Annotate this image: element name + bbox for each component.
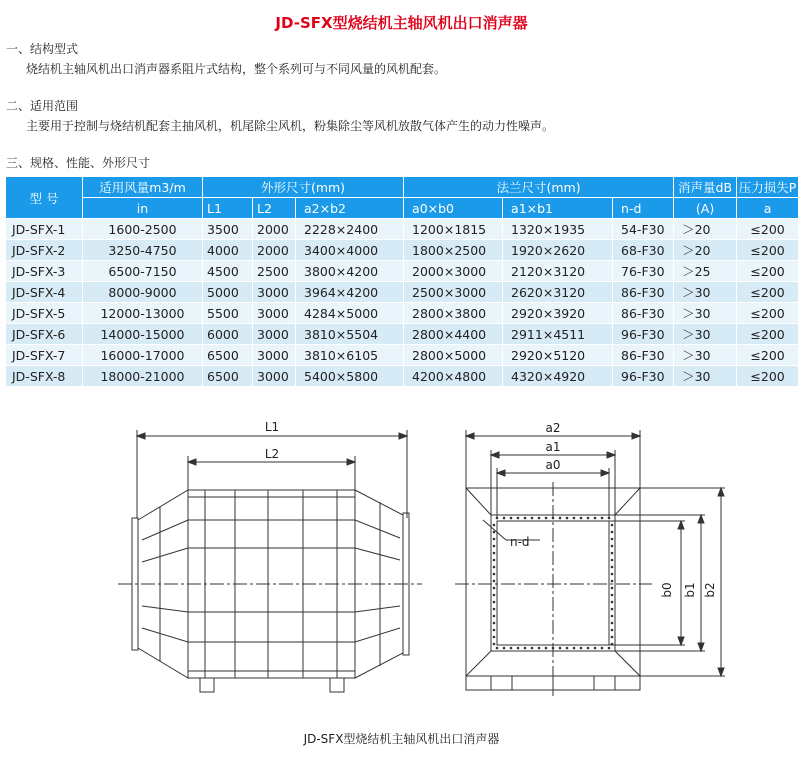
cell-flow: 18000-21000 bbox=[83, 366, 203, 387]
bolt-hole bbox=[587, 517, 590, 520]
cell-l2: 2000 bbox=[253, 219, 296, 240]
bolt-hole bbox=[510, 517, 513, 520]
cell-a2b2: 4284×5000 bbox=[296, 303, 404, 324]
cell-a2b2: 5400×5800 bbox=[296, 366, 404, 387]
bolt-hole bbox=[493, 552, 496, 555]
cell-nd: 68-F30 bbox=[613, 240, 674, 261]
header-pressure-line2: a bbox=[737, 198, 799, 219]
front-view bbox=[455, 430, 725, 696]
bolt-hole bbox=[611, 636, 614, 639]
bolt-hole bbox=[517, 517, 520, 520]
cell-a0b0: 1800×2500 bbox=[404, 240, 503, 261]
header-pressure-line1: 压力损失P bbox=[737, 177, 799, 198]
header-nd: n-d bbox=[613, 198, 674, 219]
header-noise-line1: 消声量dB bbox=[674, 177, 737, 198]
cell-pressure: ≤200 bbox=[737, 324, 799, 345]
label-l2: L2 bbox=[264, 447, 280, 461]
cell-a0b0: 2000×3000 bbox=[404, 261, 503, 282]
cell-model: JD-SFX-8 bbox=[6, 366, 83, 387]
header-noise-line2: (A) bbox=[674, 198, 737, 219]
section-scope-heading: 二、适用范围 bbox=[6, 99, 79, 113]
cell-a1b1: 1920×2620 bbox=[503, 240, 613, 261]
cell-model: JD-SFX-1 bbox=[6, 219, 83, 240]
label-nd: n-d bbox=[510, 535, 530, 549]
bolt-hole bbox=[493, 587, 496, 590]
table-row bbox=[6, 219, 799, 240]
bolt-hole bbox=[496, 517, 499, 520]
cell-l1: 5000 bbox=[203, 282, 253, 303]
table-row bbox=[6, 282, 799, 303]
bolt-hole bbox=[493, 573, 496, 576]
bolt-hole bbox=[496, 647, 499, 650]
bolt-hole bbox=[559, 647, 562, 650]
bolt-hole bbox=[545, 647, 548, 650]
cell-a2b2: 3800×4200 bbox=[296, 261, 404, 282]
cell-a1b1: 2120×3120 bbox=[503, 261, 613, 282]
cell-a1b1: 2620×3120 bbox=[503, 282, 613, 303]
bolt-hole bbox=[580, 517, 583, 520]
bolt-hole bbox=[493, 538, 496, 541]
bolt-hole bbox=[493, 601, 496, 604]
bolt-hole bbox=[611, 552, 614, 555]
cell-a2b2: 3810×6105 bbox=[296, 345, 404, 366]
bolt-hole bbox=[493, 566, 496, 569]
header-l1: L1 bbox=[203, 198, 253, 219]
bolt-hole bbox=[611, 566, 614, 569]
bolt-hole bbox=[493, 636, 496, 639]
cell-nd: 76-F30 bbox=[613, 261, 674, 282]
header-a2b2: a2×b2 bbox=[296, 198, 404, 219]
table-row bbox=[6, 345, 799, 366]
cell-nd: 86-F30 bbox=[613, 345, 674, 366]
bolt-hole bbox=[545, 517, 548, 520]
cell-noise: ＞30 bbox=[674, 282, 737, 303]
cell-pressure: ≤200 bbox=[737, 219, 799, 240]
header-l2: L2 bbox=[253, 198, 296, 219]
cell-l1: 6000 bbox=[203, 324, 253, 345]
bolt-hole bbox=[524, 517, 527, 520]
cell-pressure: ≤200 bbox=[737, 345, 799, 366]
cell-noise: ＞30 bbox=[674, 345, 737, 366]
label-l1: L1 bbox=[264, 420, 280, 434]
bolt-hole bbox=[493, 622, 496, 625]
bolt-hole bbox=[493, 629, 496, 632]
bolt-hole bbox=[552, 647, 555, 650]
bolt-hole bbox=[608, 647, 611, 650]
cell-a0b0: 2800×5000 bbox=[404, 345, 503, 366]
cell-nd: 86-F30 bbox=[613, 303, 674, 324]
cell-flow: 3250-4750 bbox=[83, 240, 203, 261]
bolt-hole bbox=[601, 517, 604, 520]
section-scope-body: 主要用于控制与烧结机配套主抽风机，机尾除尘风机，粉集除尘等风机放散气体产生的动力性噪声。 bbox=[26, 119, 555, 133]
cell-model: JD-SFX-4 bbox=[6, 282, 83, 303]
table-row bbox=[6, 366, 799, 387]
bolt-hole bbox=[531, 647, 534, 650]
bolt-hole bbox=[493, 594, 496, 597]
cell-pressure: ≤200 bbox=[737, 303, 799, 324]
cell-flow: 8000-9000 bbox=[83, 282, 203, 303]
cell-nd: 86-F30 bbox=[613, 282, 674, 303]
cell-l1: 4000 bbox=[203, 240, 253, 261]
cell-l1: 4500 bbox=[203, 261, 253, 282]
spec-table-body bbox=[6, 219, 799, 387]
cell-pressure: ≤200 bbox=[737, 282, 799, 303]
cell-a0b0: 2800×3800 bbox=[404, 303, 503, 324]
cell-l1: 5500 bbox=[203, 303, 253, 324]
bolt-hole bbox=[524, 647, 527, 650]
bolt-hole bbox=[611, 601, 614, 604]
table-row bbox=[6, 303, 799, 324]
cell-a1b1: 2920×5120 bbox=[503, 345, 613, 366]
bolt-hole bbox=[580, 647, 583, 650]
bolt-hole bbox=[517, 647, 520, 650]
cell-model: JD-SFX-6 bbox=[6, 324, 83, 345]
bolt-hole bbox=[587, 647, 590, 650]
cell-l1: 6500 bbox=[203, 366, 253, 387]
spec-table bbox=[5, 176, 799, 387]
label-b0: b0 bbox=[660, 582, 674, 598]
section-structure-heading: 一、结构型式 bbox=[6, 42, 79, 56]
cell-noise: ＞20 bbox=[674, 240, 737, 261]
bolt-hole bbox=[611, 559, 614, 562]
bolt-hole bbox=[493, 559, 496, 562]
header-model: 型 号 bbox=[6, 177, 83, 219]
bolt-hole bbox=[611, 587, 614, 590]
header-a0b0: a0×b0 bbox=[404, 198, 503, 219]
bolt-hole bbox=[503, 517, 506, 520]
bolt-hole bbox=[611, 643, 614, 646]
cell-l2: 2000 bbox=[253, 240, 296, 261]
cell-a0b0: 1200×1815 bbox=[404, 219, 503, 240]
bolt-hole bbox=[503, 647, 506, 650]
cell-noise: ＞30 bbox=[674, 366, 737, 387]
bolt-hole bbox=[552, 517, 555, 520]
bolt-hole bbox=[611, 573, 614, 576]
cell-model: JD-SFX-3 bbox=[6, 261, 83, 282]
bolt-hole bbox=[559, 517, 562, 520]
bolt-hole bbox=[601, 647, 604, 650]
cell-model: JD-SFX-7 bbox=[6, 345, 83, 366]
cell-a2b2: 3964×4200 bbox=[296, 282, 404, 303]
header-outer-size: 外形尺寸(mm) bbox=[203, 177, 404, 198]
cell-pressure: ≤200 bbox=[737, 240, 799, 261]
cell-l2: 3000 bbox=[253, 282, 296, 303]
section-spec-heading: 三、规格、性能、外形尺寸 bbox=[6, 156, 151, 170]
bolt-hole bbox=[611, 531, 614, 534]
bolt-hole bbox=[611, 629, 614, 632]
cell-a2b2: 3810×5504 bbox=[296, 324, 404, 345]
cell-l2: 2500 bbox=[253, 261, 296, 282]
cell-pressure: ≤200 bbox=[737, 366, 799, 387]
cell-l2: 3000 bbox=[253, 324, 296, 345]
bolt-hole bbox=[611, 594, 614, 597]
cell-l2: 3000 bbox=[253, 366, 296, 387]
figure-caption: JD-SFX型烧结机主轴风机出口消声器 bbox=[303, 732, 500, 746]
bolt-hole bbox=[611, 615, 614, 618]
bolt-hole bbox=[611, 524, 614, 527]
bolt-hole bbox=[493, 545, 496, 548]
bolt-hole bbox=[493, 608, 496, 611]
cell-a0b0: 2800×4400 bbox=[404, 324, 503, 345]
cell-l1: 6500 bbox=[203, 345, 253, 366]
label-a2: a2 bbox=[545, 421, 561, 435]
cell-a0b0: 2500×3000 bbox=[404, 282, 503, 303]
bolt-hole bbox=[594, 517, 597, 520]
bolt-hole bbox=[493, 615, 496, 618]
header-flow-line2: in bbox=[83, 198, 203, 219]
header-flange-size: 法兰尺寸(mm) bbox=[404, 177, 674, 198]
cell-flow: 6500-7150 bbox=[83, 261, 203, 282]
side-view bbox=[118, 430, 422, 692]
bolt-hole bbox=[608, 517, 611, 520]
cell-nd: 96-F30 bbox=[613, 324, 674, 345]
bolt-hole bbox=[611, 545, 614, 548]
table-row bbox=[6, 261, 799, 282]
cell-flow: 14000-15000 bbox=[83, 324, 203, 345]
bolt-hole bbox=[493, 643, 496, 646]
cell-a1b1: 2920×3920 bbox=[503, 303, 613, 324]
bolt-hole bbox=[611, 608, 614, 611]
table-row bbox=[6, 240, 799, 261]
header-flow-line1: 适用风量m3/m bbox=[83, 177, 203, 198]
section-structure-body: 烧结机主轴风机出口消声器系阻片式结构，整个系列可与不同风量的风机配套。 bbox=[26, 62, 447, 76]
cell-a2b2: 2228×2400 bbox=[296, 219, 404, 240]
table-row bbox=[6, 324, 799, 345]
bolt-hole bbox=[538, 647, 541, 650]
label-a0: a0 bbox=[545, 458, 561, 472]
cell-nd: 96-F30 bbox=[613, 366, 674, 387]
header-a1b1: a1×b1 bbox=[503, 198, 613, 219]
bolt-hole bbox=[493, 531, 496, 534]
cell-noise: ＞30 bbox=[674, 324, 737, 345]
bolt-hole bbox=[573, 647, 576, 650]
cell-a0b0: 4200×4800 bbox=[404, 366, 503, 387]
cell-pressure: ≤200 bbox=[737, 261, 799, 282]
cell-l2: 3000 bbox=[253, 303, 296, 324]
cell-flow: 1600-2500 bbox=[83, 219, 203, 240]
cell-a1b1: 2911×4511 bbox=[503, 324, 613, 345]
cell-a1b1: 4320×4920 bbox=[503, 366, 613, 387]
label-b2: b2 bbox=[703, 582, 717, 598]
bolt-hole bbox=[573, 517, 576, 520]
bolt-hole bbox=[493, 524, 496, 527]
label-b1: b1 bbox=[683, 582, 697, 598]
cell-a2b2: 3400×4000 bbox=[296, 240, 404, 261]
bolt-hole bbox=[566, 647, 569, 650]
cell-flow: 16000-17000 bbox=[83, 345, 203, 366]
cell-flow: 12000-13000 bbox=[83, 303, 203, 324]
cell-model: JD-SFX-5 bbox=[6, 303, 83, 324]
bolt-hole bbox=[611, 538, 614, 541]
cell-l1: 3500 bbox=[203, 219, 253, 240]
bolt-hole bbox=[510, 647, 513, 650]
cell-l2: 3000 bbox=[253, 345, 296, 366]
bolt-hole bbox=[531, 517, 534, 520]
cell-noise: ＞20 bbox=[674, 219, 737, 240]
bolt-hole bbox=[493, 580, 496, 583]
page-title: JD-SFX型烧结机主轴风机出口消声器 bbox=[275, 14, 528, 32]
label-a1: a1 bbox=[545, 440, 561, 454]
bolt-hole bbox=[594, 647, 597, 650]
cell-model: JD-SFX-2 bbox=[6, 240, 83, 261]
bolt-hole bbox=[611, 622, 614, 625]
cell-noise: ＞30 bbox=[674, 303, 737, 324]
bolt-hole bbox=[611, 580, 614, 583]
cell-noise: ＞25 bbox=[674, 261, 737, 282]
cell-a1b1: 1320×1935 bbox=[503, 219, 613, 240]
bolt-hole bbox=[566, 517, 569, 520]
bolt-hole bbox=[538, 517, 541, 520]
silencer-drawing bbox=[0, 400, 803, 730]
cell-nd: 54-F30 bbox=[613, 219, 674, 240]
